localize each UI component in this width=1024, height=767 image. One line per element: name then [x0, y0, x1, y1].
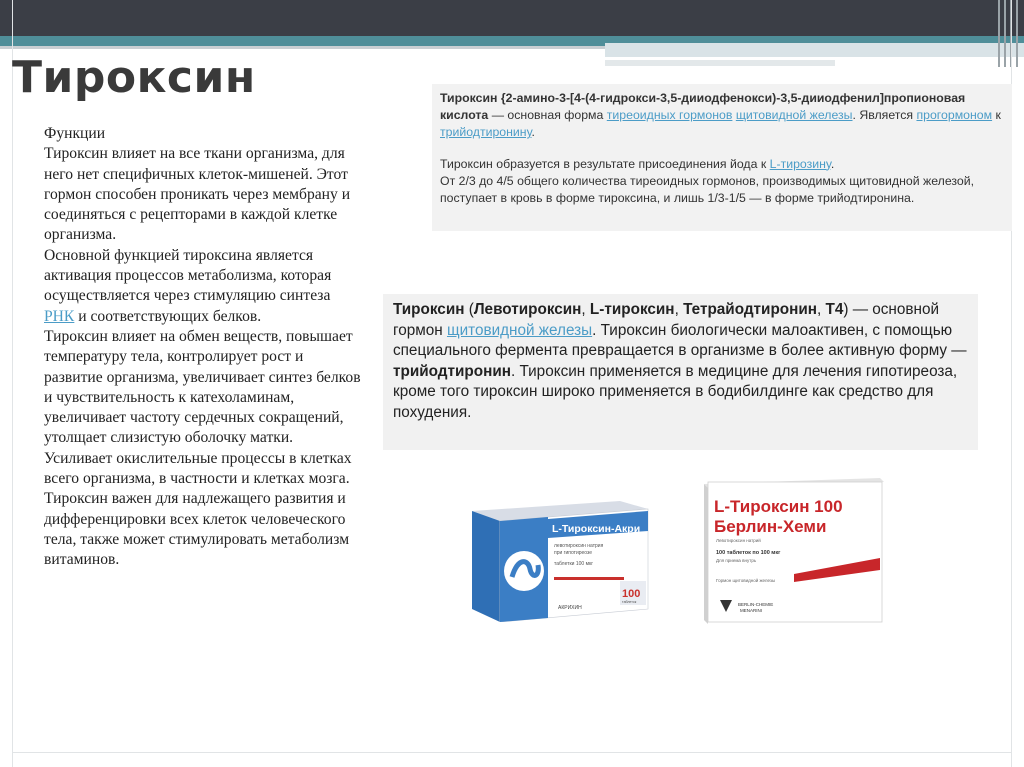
- slide-title: Тироксин: [12, 52, 256, 103]
- formation-paragraph: Тироксин образуется в результате присоединения йода к L-тирозину. От 2/3 до 4/5 общего количества тиреоидных гормонов, производимых щитовидной железой, поступает в кровь в форме тироксина, и лишь 1/3-1/5 — в форме трийодтиронина.: [440, 156, 975, 206]
- product2-maker2: MENARINI: [740, 608, 763, 613]
- description-box: [383, 294, 978, 450]
- frame-bottom-line: [12, 752, 1012, 753]
- thyroid-hormones-link[interactable]: тиреоидных гормонов: [606, 108, 733, 123]
- product2-name-line1: L-Тироксин 100: [714, 497, 843, 516]
- product1-dose: таблетки 100 мкг: [554, 561, 594, 567]
- functions-paragraph-1: Тироксин влияет на все ткани организма, для него нет специфичных клеток-мишеней. Этот гормон способен проникать через мембрану и соединяться с рецепторами в каждой клетке организма.: [44, 145, 351, 244]
- product1-maker: АКРИХИН: [558, 605, 582, 611]
- product2-maker1: BERLIN-CHEMIE: [738, 602, 774, 607]
- header-bar: [0, 0, 1024, 36]
- description-paragraph: Тироксин (Левотироксин, L-тироксин, Тетрайодтиронин, Т4) — основной гормон щитовидной железы. Тироксин биологически малоактивен, с помощью специального фермента превращается в организме в более активную форму — трийодтиронин. Тироксин применяется в медицине для лечения гипотиреоза, кроме того тироксин широко применяется в бодибилдинге как средство для похудения.: [393, 301, 967, 421]
- product2-dose: 100 таблеток по 100 мкг: [716, 550, 781, 556]
- product1-count-unit: таблеток: [622, 600, 637, 604]
- product2-substance: Левотироксин натрий: [716, 538, 761, 543]
- triiodothyronine-link[interactable]: трийодтиронину: [440, 125, 532, 140]
- header-vertical-lines: [994, 0, 1024, 67]
- header-line-right: [605, 43, 1024, 57]
- header-line-left: [0, 46, 605, 49]
- header-line-short: [605, 60, 835, 66]
- product2-note2: Гормон щитовидной железы: [716, 578, 776, 583]
- definition-box: [432, 84, 1012, 231]
- thyroid-gland-link[interactable]: щитовидной железы: [735, 108, 853, 123]
- rna-link[interactable]: РНК: [44, 307, 75, 325]
- product1-indication: при гипотиреозе: [554, 550, 593, 556]
- definition-paragraph: Тироксин {2-амино-3-[4-(4-гидрокси-3,5-дииодфенокси)-3,5-дииодфенил]пропионовая кислота — основная форма тиреоидных гормонов щитовидной железы. Является прогормоном к трийодтиронину.: [440, 91, 1001, 140]
- functions-paragraph-5: Тироксин важен для надлежащего развития и дифференцировки всех клеток человеческого тела, также может стимулировать метаболизм витаминов.: [44, 490, 350, 569]
- functions-paragraph-3: Тироксин влияет на обмен веществ, повышает температуру тела, контролирует рост и развитие организма, увеличивает синтез белков и чувствительность к катехоламинам, увеличивает частоту сердечных сокращений, утолщает слизистую оболочку матки.: [44, 327, 361, 447]
- product1-count: 100: [622, 588, 641, 600]
- product2-note1: Для приема внутрь: [716, 558, 757, 563]
- functions-paragraph-4: Усиливает окислительные процессы в клетках всего организма, в частности и клетках мозга.: [44, 449, 352, 488]
- product1-name: L-Тироксин-Акри: [552, 523, 641, 535]
- l-tyrosine-link[interactable]: L-тирозину: [769, 156, 831, 171]
- product-box-acri: [470, 497, 650, 622]
- functions-heading: Функции: [44, 125, 106, 142]
- functions-text: [44, 124, 364, 571]
- frame-left-line: [12, 0, 13, 767]
- functions-paragraph-2: Основной функцией тироксина является активация процессов метаболизма, которая осуществляется через стимуляцию синтеза РНК и соответствующих белков.: [44, 246, 332, 325]
- thyroid-gland-link-2[interactable]: щитовидной железы: [446, 321, 593, 339]
- prohormone-link[interactable]: прогормоном: [916, 108, 993, 123]
- product1-substance: левотироксин натрия: [554, 543, 604, 549]
- product2-name-line2: Берлин-Хеми: [714, 517, 827, 536]
- product-box-berlin: [704, 478, 884, 624]
